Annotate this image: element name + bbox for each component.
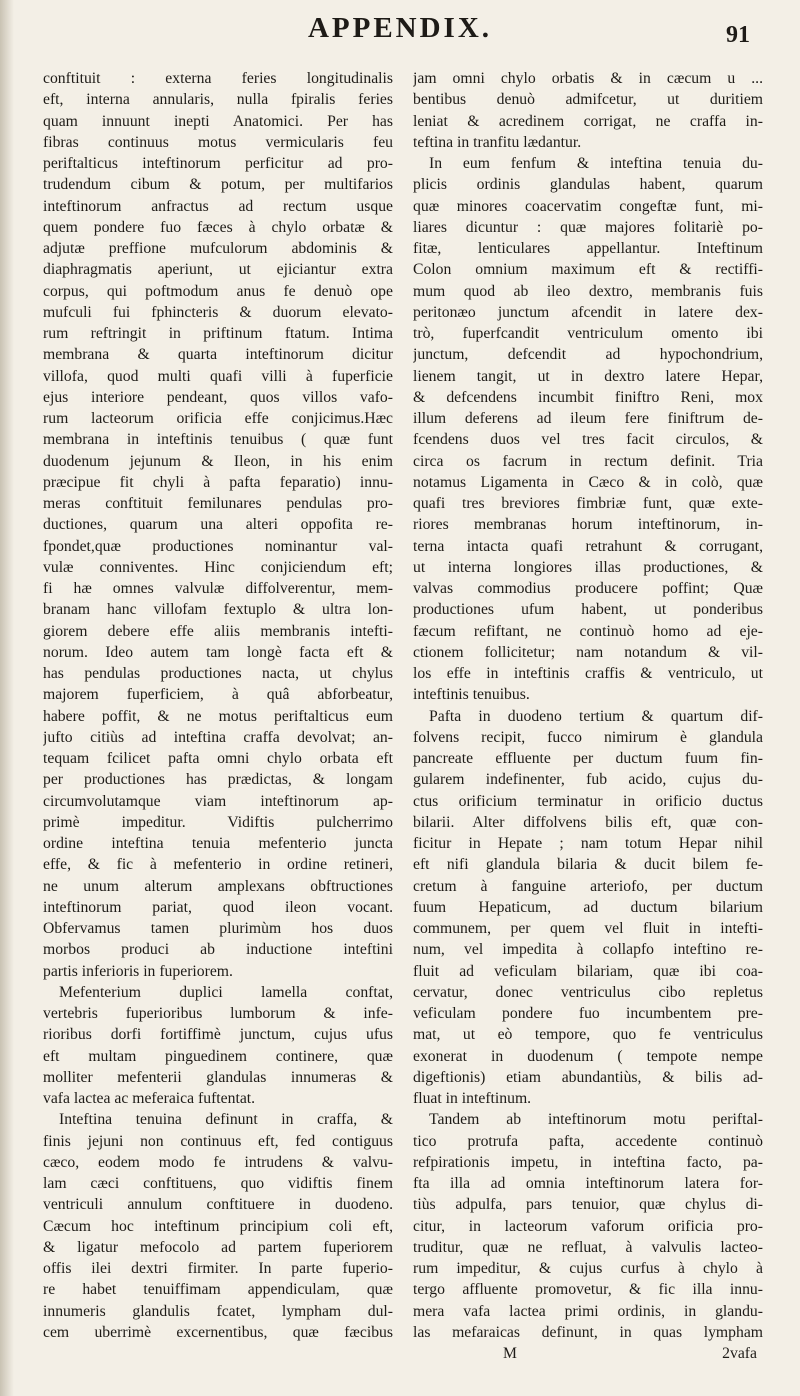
- text-line: periftalticus inteftinorum perficitur ad pro-: [43, 155, 393, 172]
- text-line: eft, interna annularis, nulla fpiralis feries: [43, 91, 393, 109]
- text-line: & ligatur mefocolo ad partem fuperiorem: [43, 1238, 393, 1256]
- text-line: innumeris glandulis fcatet, lympham dul-: [43, 1302, 393, 1320]
- text-line: rum lacteorum orificia effe conjicimus.Hæc: [43, 410, 393, 427]
- text-line: offis ilei dextri firmiter. In parte fuperio-: [43, 1260, 393, 1277]
- text-line: fæcum refiftant, ne continuò homo ad eje-: [413, 622, 763, 640]
- text-line: fitæ, lenticulares appellantur. Inteftinum: [413, 240, 763, 257]
- text-line: re habet tenuiffimam appendiculam, quæ: [43, 1281, 393, 1299]
- text-line: rum impeditur, & cujus curfus à chylo à: [413, 1260, 763, 1277]
- text-line: cretum à fanguine arteriofo, per ductum: [413, 877, 763, 895]
- text-line: Pafta in duodeno tertium & quartum dif-: [429, 707, 763, 725]
- text-line: illum deferens ad ileum fere finiftrum de-: [413, 410, 763, 427]
- text-line: bentibus denuò admifcetur, ut duritiem: [413, 91, 763, 109]
- text-line: fta illa ad omnia inteftinorum latera for-: [413, 1175, 763, 1192]
- text-line: leniat & acredinem corrigat, ne craffa in-: [413, 112, 763, 130]
- text-line: fcendens duos vel tres facit circulos, &: [413, 431, 763, 449]
- text-line: valvas commodius producere poffint; Quæ: [413, 580, 763, 597]
- text-line: Cæcum hoc inteftinum principium coli eft,: [43, 1217, 393, 1235]
- text-line: fuum Hepaticum, ad ductum bilarium: [413, 898, 763, 916]
- text-line: diaphragmatis aperiunt, ut ejiciantur extra: [43, 261, 393, 279]
- text-line: fluat in inteftinum.: [413, 1090, 532, 1107]
- text-line: ductiones, quarum una alteri oppofita re-: [43, 516, 393, 534]
- text-line: ne unum alterum amplexans obftructiones: [43, 877, 393, 895]
- text-line: fi hæ omnes valvulæ diffolverentur, mem-: [43, 580, 393, 597]
- text-line: rioribus dorfi fortiffimè junctum, cujus ufus: [43, 1026, 393, 1044]
- text-line: los effe in inteftinis craffis & ventriculo, ut: [413, 665, 763, 682]
- text-line: habere poffit, & ne motus periftalticus eum: [43, 707, 393, 725]
- text-line: liares dicuntur : quæ majores folitariè po-: [413, 218, 763, 236]
- text-line: refpirationis impetu, in inteftina facto, pa-: [413, 1153, 763, 1171]
- text-line: rum reftringit in priftinum ftatum. Intima: [43, 325, 393, 342]
- text-line: quæ minores coacervatim congeftæ funt, mi-: [413, 197, 763, 215]
- text-line: vafa lactea ac meferaica fuftentat.: [43, 1090, 256, 1107]
- text-line: per productiones has prædictas, & longam: [43, 771, 393, 789]
- footer-line: [413, 1343, 763, 1364]
- text-line: teftina in tranfitu lædantur.: [413, 133, 582, 151]
- text-line: tequam fcilicet pafta omni chylo orbata eft: [43, 750, 393, 767]
- text-line: ctus orificium terminatur in orificio ductus: [413, 792, 763, 810]
- text-line: morbos produci ab inductione inteftini: [43, 941, 393, 959]
- text-line: conftituit : externa feries longitudinalis: [43, 70, 393, 87]
- text-line: tiùs adpulfa, pars tenuior, quæ chylus di-: [413, 1196, 763, 1214]
- text-line: folvens recipit, fucco nimirum è glandula: [413, 728, 763, 746]
- text-line: trò, fuperfcandit ventriculum omento ibi: [413, 325, 763, 342]
- text-line: eft multam pinguedinem continere, quæ: [43, 1047, 393, 1065]
- text-line: duodenum jejunum & Ileon, in his enim: [43, 452, 393, 470]
- text-line: mat, ut eò tempore, quo fe ventriculus: [413, 1026, 763, 1044]
- text-line: cervatur, donec ventriculus cibo repletus: [413, 983, 763, 1001]
- text-line: cæco, eodem modo fe intrudens & valvu-: [43, 1153, 393, 1171]
- text-line: mera vafa lactea primi ordinis, in glandu-: [413, 1302, 763, 1320]
- text-line: inteftinis tenuibus.: [413, 686, 530, 704]
- text-line: Inteftina tenuina definunt in craffa, &: [59, 1111, 393, 1129]
- text-line: Tandem ab inteftinorum motu periftal-: [429, 1111, 763, 1129]
- text-line: ctionem follicitetur; nam notandum & vil-: [413, 643, 763, 661]
- text-line: ordine inteftina tenuia mefenterio juncta: [43, 835, 393, 852]
- text-line: corpus, qui poftmodum anus fe denuò ope: [43, 282, 393, 300]
- text-line: gularem indefinenter, fub acido, cujus du-: [413, 771, 763, 789]
- text-line: pancreate effluente per ductum fuum fin-: [413, 750, 763, 767]
- text-line: fpondet,quæ productiones nominantur val-: [43, 537, 393, 555]
- text-line: ut interna longiores illas productiones, &: [413, 558, 763, 576]
- text-line: riores membranas horum inteftinorum, in-: [413, 516, 763, 534]
- text-line: quam innuunt inepti Anatomici. Per has: [43, 112, 393, 130]
- text-line: exonerat in duodenum ( tempote nempe: [413, 1047, 763, 1065]
- text-line: circumvolutamque viam inteftinorum ap-: [43, 792, 393, 810]
- text-line: mum quod ab ileo dextro, membranis fuis: [413, 282, 763, 300]
- text-line: majorem fuperficiem, à quâ abforbeatur,: [43, 686, 393, 704]
- text-line: In eum fenfum & inteftina tenuia du-: [429, 155, 763, 172]
- text-line: bilarii. Alter diffolvens bilis eft, quæ con-: [413, 813, 763, 831]
- text-line: truditur, quæ ne refluat, à valvulis lacteo-: [413, 1238, 763, 1256]
- left-text-column: [43, 68, 393, 1343]
- text-line: has pendulas productiones nacta, ut chylus: [43, 665, 393, 682]
- text-line: ventriculi annulum conftituere in duodeno.: [43, 1196, 393, 1214]
- text-line: notamus Ligamenta in Cæco & in colò, quæ: [413, 473, 763, 491]
- text-line: partis inferioris in fuperiorem.: [43, 962, 233, 980]
- text-line: num, vel impedita à collapfo inteftino re-: [413, 941, 763, 959]
- text-line: productiones ufum habent, ut ponderibus: [413, 601, 763, 619]
- text-line: quafi tres breviores fimbriæ funt, quæ exte-: [413, 495, 763, 512]
- text-line: membrana & quarta inteftinorum dicitur: [43, 346, 393, 364]
- text-line: quem pondere fuo fæces à chylo orbatæ &: [43, 218, 393, 236]
- text-line: Mefenterium duplici lamella conftat,: [59, 983, 393, 1001]
- text-line: effe, & fic à mefenterio in ordine retineri,: [43, 856, 393, 874]
- text-line: veficulam pondere fuo incumbentem pre-: [413, 1005, 763, 1022]
- text-line: jufto citiùs ad inteftina craffa devolvat; an-: [43, 728, 393, 746]
- text-line: inteftinorum pariat, quod ileon vocant.: [43, 898, 393, 916]
- text-line: jam omni chylo orbatis & in cæcum u ...: [413, 70, 763, 87]
- text-line: vulæ conniventes. Hinc conjiciendum eft;: [43, 558, 393, 576]
- text-line: branam hanc villofam fextuplo & ultra lon-: [43, 601, 393, 619]
- text-line: communem, per quem vel fluit in intefti-: [413, 920, 763, 937]
- text-line: lam cæci conftituens, quo vidiftis finem: [43, 1175, 393, 1192]
- text-line: peritonæo junctum afcendit in latere dex-: [413, 303, 763, 321]
- text-line: inteftinorum anfractus ad rectum usque: [43, 197, 393, 215]
- text-line: adjutæ preffione mufculorum abdominis &: [43, 240, 393, 257]
- text-line: tico protrufa pafta, accedente continuò: [413, 1132, 763, 1150]
- text-line: membrana in inteftinis tenuibus ( quæ funt: [43, 431, 393, 449]
- text-line: trudendum cibum & potum, per multifarios: [43, 176, 393, 194]
- running-head: APPENDIX.: [307, 12, 493, 44]
- signature-mark: M 2: [503, 1345, 730, 1362]
- text-line: præcipue fit chyli à pafta feparatio) innu-: [43, 473, 393, 491]
- text-line: circa os facrum in rectum definit. Tria: [413, 452, 763, 470]
- text-line: finis jejuni non continuus eft, fed contiguus: [43, 1132, 393, 1150]
- text-line: terna intacta quafi retrahunt & corrugant,: [413, 537, 763, 555]
- text-line: villofa, quod multi quafi villi à fuperficie: [43, 367, 393, 385]
- right-text-column: [413, 68, 763, 1364]
- text-line: tergo affluente promovetur, & fic illa innu-: [413, 1281, 763, 1299]
- text-line: giorem debere effe aliis membranis intefti-: [43, 622, 393, 640]
- page-number: 91: [726, 22, 750, 48]
- text-line: Obfervamus tamen plurimùm hos duos: [43, 920, 393, 937]
- text-line: mufculi fui fphincteris & duorum elevato-: [43, 303, 393, 321]
- text-line: junctum, defcendit ad hypochondrium,: [413, 346, 763, 364]
- text-line: fibras continuus motus vermicularis feu: [43, 133, 393, 151]
- text-line: lienem tangit, ut in dextro latere Hepar,: [413, 367, 763, 385]
- text-line: norum. Ideo autem tam longè facta eft &: [43, 643, 393, 661]
- text-line: primè impeditur. Vidiftis pulcherrimo: [43, 813, 393, 831]
- catchword: vafa: [730, 1345, 757, 1362]
- text-line: digeftionis) etiam abundantiùs, & bilis ad-: [413, 1068, 763, 1086]
- text-line: cem uberrimè excernentibus, quæ fæcibus: [43, 1323, 393, 1341]
- text-line: ficitur in Hepate ; nam totum Hepar nihil: [413, 835, 763, 852]
- text-line: molliter mefenterii glandulas innumeras &: [43, 1068, 393, 1086]
- text-line: ejus interiore pendeant, quos villos vafo-: [43, 388, 393, 406]
- text-line: eft nifi glandula bilaria & ducit bilem fe-: [413, 856, 763, 874]
- text-line: plicis ordinis glandulas habent, quarum: [413, 176, 763, 194]
- text-line: las mefaraicas definunt, in quas lympham: [413, 1323, 763, 1341]
- text-line: fluit ad veficulam bilariam, quæ ibi coa-: [413, 962, 763, 980]
- page-gutter-shadow: [0, 0, 14, 1396]
- text-line: meras conftituit femilunares pendulas pro-: [43, 495, 393, 512]
- text-line: vertebris fuperioribus lumborum & infe-: [43, 1005, 393, 1022]
- text-line: Colon omnium maximum eft & rectiffi-: [413, 261, 763, 279]
- text-line: & defcendens incumbit finiftro Reni, mox: [413, 388, 763, 406]
- text-line: citur, in lacteorum vaforum orificia pro-: [413, 1217, 763, 1235]
